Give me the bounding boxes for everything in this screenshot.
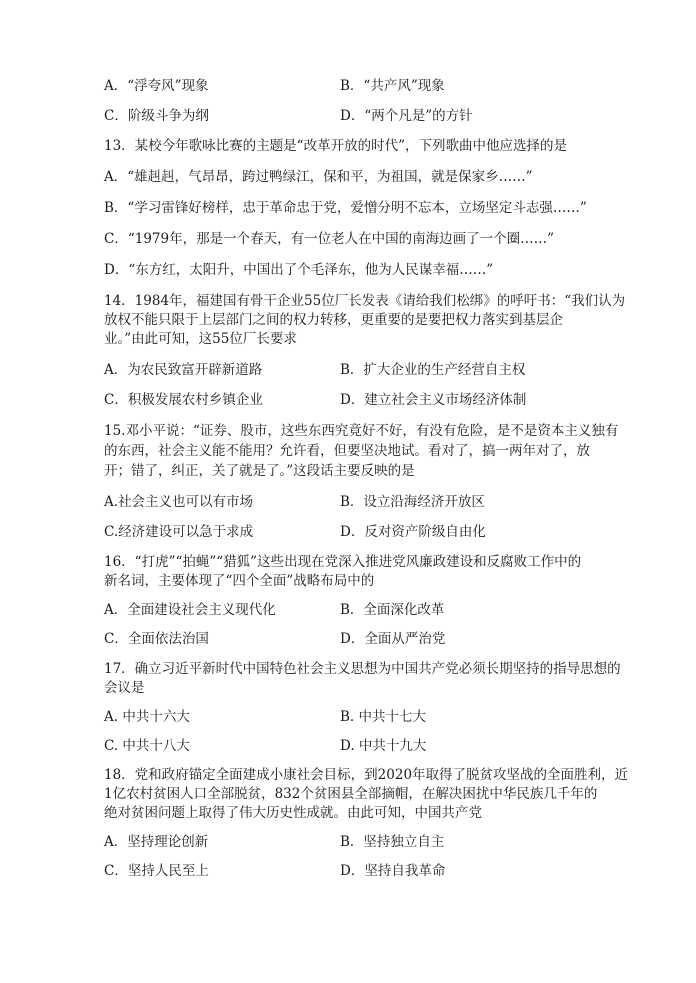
q16-option-d: D．全面从严治党: [340, 631, 446, 647]
q16-option-a: A．全面建设社会主义现代化: [104, 602, 276, 618]
q13-option-d: D．“东方红，太阳升，中国出了个毛泽东，他为人民谋幸福……”: [104, 262, 494, 278]
q18-stem-line-2: 1亿农村贫困人口全部脱贫，832个贫困县全部摘帽，在解决困扰中华民族几千年的: [104, 786, 598, 802]
q18-stem-line-1: 18．党和政府锚定全面建成小康社会目标，到2020年取得了脱贫攻坚战的全面胜利，近: [104, 767, 629, 783]
q17-option-c: C. 中共十八大: [104, 738, 190, 754]
q15-option-b: B．设立沿海经济开放区: [340, 494, 485, 510]
q16-option-c: C．全面依法治国: [104, 631, 209, 647]
q18-option-a: A．坚持理论创新: [104, 834, 209, 850]
q13-option-b: B．“学习雷锋好榜样，忠于革命忠于党，爱憎分明不忘本，立场坚定斗志强……”: [104, 200, 587, 216]
q16-stem-line-2: 新名词，主要体现了“四个全面”战略布局中的: [104, 573, 375, 589]
q15-stem-line-3: 开；错了，纠正，关了就是了。”这段话主要反映的是: [104, 463, 415, 479]
q18-option-c: C．坚持人民至上: [104, 863, 209, 879]
q17-stem-line-2: 会议是: [104, 680, 145, 696]
q17-option-b: B. 中共十七大: [340, 709, 427, 725]
q17-option-a: A. 中共十六大: [104, 709, 190, 725]
q16-stem-line-1: 16．“打虎”“拍蝇”“猎狐”这些出现在党深入推进党风廉政建设和反腐败工作中的: [104, 554, 582, 570]
q15-stem-line-2: 的东西，社会主义能不能用？允许看，但要坚决地试。看对了，搞一两年对了，放: [104, 443, 590, 459]
q14-option-d: D．建立社会主义市场经济体制: [340, 392, 527, 408]
q12-option-d: D．“两个凡是”的方针: [340, 108, 473, 124]
q18-stem-line-3: 绝对贫困问题上取得了伟大历史性成就。由此可知，中国共产党: [104, 805, 482, 821]
q16-option-b: B．全面深化改革: [340, 602, 445, 618]
q14-stem-line-1: 14．1984年，福建国有骨干企业55位厂长发表《请给我们松绑》的呼吁书：“我们认为: [104, 293, 626, 309]
q14-option-b: B．扩大企业的生产经营自主权: [340, 362, 526, 378]
q12-option-a: A．“浮夸风”现象: [104, 78, 209, 94]
q13-stem: 13．某校今年歌咏比赛的主题是“改革开放的时代”，下列歌曲中他应选择的是: [104, 138, 567, 154]
q15-option-d: D．反对资产阶级自由化: [340, 524, 486, 540]
q15-option-c: C.经济建设可以急于求成: [104, 524, 254, 540]
q15-option-a: A.社会主义也可以有市场: [104, 494, 254, 510]
q18-option-b: B．坚持独立自主: [340, 834, 445, 850]
q18-option-d: D．坚持自我革命: [340, 863, 446, 879]
q15-stem-line-1: 15.邓小平说：“证券、股市，这些东西究竟好不好，有没有危险，是不是资本主义独有: [104, 423, 619, 439]
q14-option-c: C．积极发展农村乡镇企业: [104, 392, 263, 408]
q14-stem-line-2: 放权不能只限于上层部门之间的权力转移，更重要的是要把权力落实到基层企: [104, 312, 563, 328]
q17-stem-line-1: 17．确立习近平新时代中国特色社会主义思想为中国共产党必须长期坚持的指导思想的: [104, 661, 621, 677]
q17-option-d: D. 中共十九大: [340, 738, 427, 754]
q12-option-c: C．阶级斗争为纲: [104, 108, 209, 124]
q14-option-a: A．为农民致富开辟新道路: [104, 362, 263, 378]
q13-option-c: C．“1979年，那是一个春天，有一位老人在中国的南海边画了一个圈……”: [104, 231, 554, 247]
q14-stem-line-3: 业。”由此可知，这55位厂长要求: [104, 331, 297, 347]
q12-option-b: B．“共产风”现象: [340, 78, 445, 94]
q13-option-a: A．“雄赳赳，气昂昂，跨过鸭绿江，保和平，为祖国，就是保家乡……”: [104, 169, 533, 185]
